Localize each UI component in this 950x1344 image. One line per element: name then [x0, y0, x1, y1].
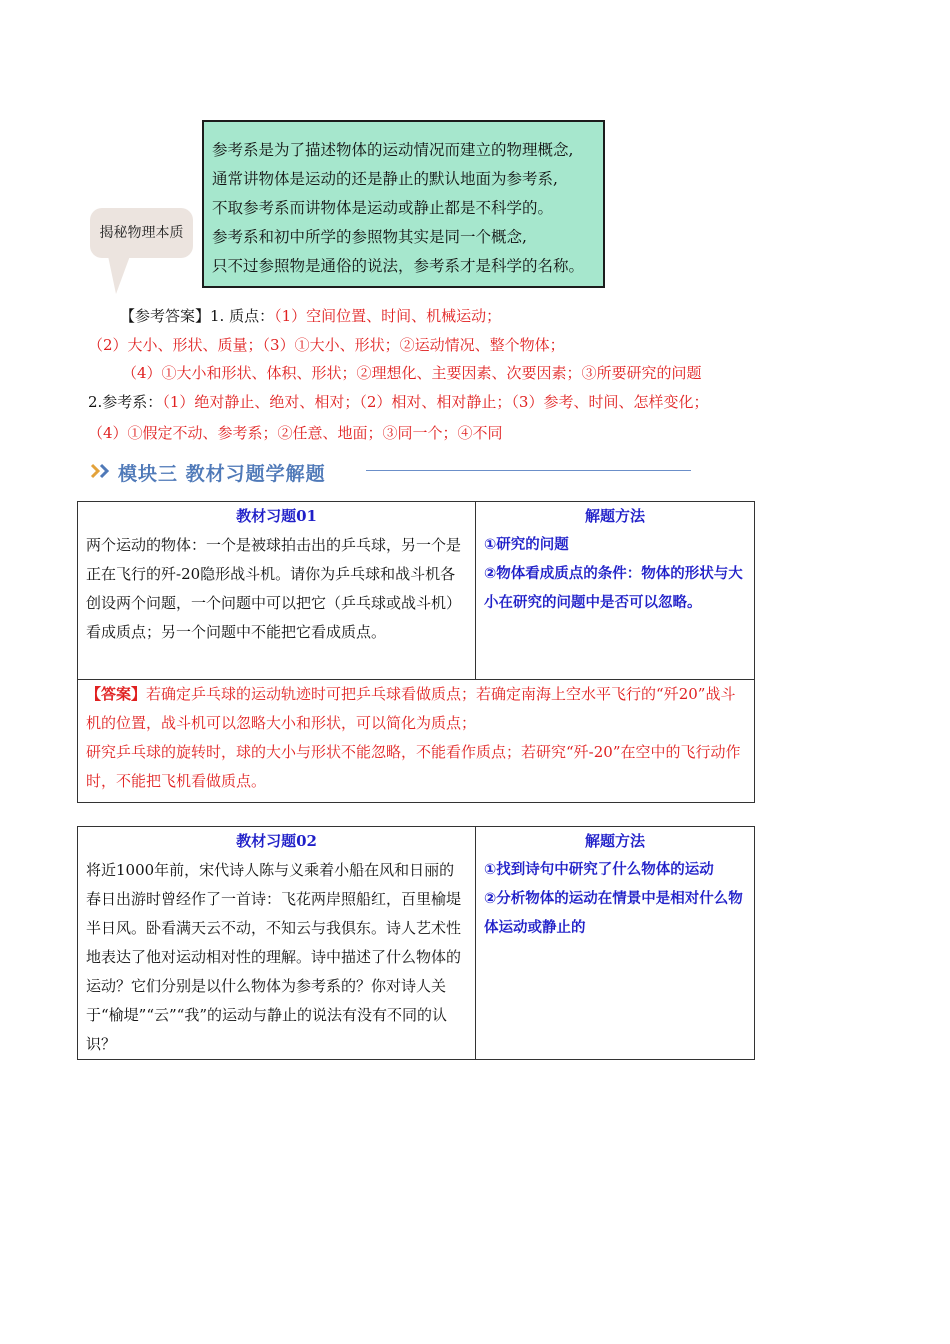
note-line: 只不过参照物是通俗的说法，参考系才是科学的名称。	[212, 257, 585, 275]
exercise-02-method-title: 解题方法	[584, 832, 645, 850]
exercise-01-question-cell	[78, 502, 476, 680]
answer-line-5: （4）①假定不动、参考系；②任意、地面；③同一个；④不同	[88, 424, 503, 442]
module-divider	[366, 470, 691, 471]
answer-l4-prefix: 2.参考系：	[88, 393, 163, 411]
exercise-01-question: 两个运动的物体：一个是被球拍击出的乒乓球，另一个是正在飞行的歼-20隐形战斗机。请你为乒乓球和战斗机各创设两个问题，一个问题中可以把它（乒乓球或战斗机）看成质点；另一个问题中不能把它看成质点。	[86, 536, 462, 641]
exercise-02-table	[77, 826, 755, 1060]
answer-line-1	[120, 302, 501, 331]
physics-essence-note	[202, 120, 605, 288]
answer-line-3: （4）①大小和形状、体积、形状；②理想化、主要因素、次要因素；③所要研究的问题	[122, 364, 702, 382]
exercise-02-question-cell	[78, 827, 476, 1060]
note-line: 通常讲物体是运动的还是静止的默认地面为参考系,	[212, 170, 558, 188]
exercise-01-method-cell	[476, 502, 755, 680]
note-line: 不取参考系而讲物体是运动或静止都是不科学的。	[212, 199, 554, 217]
note-line: 参考系和初中所学的参照物其实是同一个概念,	[212, 228, 527, 246]
exercise-01-answer-2: 研究乒乓球的旋转时，球的大小与形状不能忽略，不能看作质点；若研究“歼-20”在空中的飞行动作时，不能把飞机看做质点。	[86, 743, 741, 790]
exercise-01-method-1: ①研究的问题	[484, 537, 569, 553]
exercise-01-table	[77, 501, 755, 803]
answer-heading: 【参考答案】	[120, 307, 211, 325]
answer-l1-prefix: 1. 质点：	[210, 307, 275, 325]
exercise-01-title: 教材习题01	[236, 507, 317, 525]
module-title: 模块三 教材习题学解题	[118, 463, 326, 485]
bubble-tail	[108, 256, 130, 294]
exercise-01-answer-cell	[78, 680, 755, 803]
answer-line-4	[88, 388, 708, 417]
double-chevron-icon	[90, 462, 112, 480]
callout-label: 揭秘物理本质	[90, 208, 193, 258]
exercise-01-answer-1	[86, 680, 746, 738]
answer-line-2: （2）大小、形状、质量；（3）①大小、形状；②运动情况、整个物体；	[88, 336, 565, 354]
answer-l1-red: （1）空间位置、时间、机械运动；	[274, 307, 502, 325]
exercise-01-method-2: ②物体看成质点的条件：物体的形状与大小在研究的问题中是否可以忽略。	[484, 566, 743, 611]
note-line: 参考系是为了描述物体的运动情况而建立的物理概念,	[212, 141, 574, 159]
exercise-02-title: 教材习题02	[236, 832, 317, 850]
exercise-02-method-cell	[476, 827, 755, 1060]
exercise-01-method-title: 解题方法	[584, 507, 645, 525]
exercise-02-method-2: ②分析物体的运动在情景中是相对什么物体运动或静止的	[484, 891, 743, 936]
exercise-02-question: 将近1000年前，宋代诗人陈与义乘着小船在风和日丽的春日出游时曾经作了一首诗：飞花两岸照船红，百里榆堤半日风。卧看满天云不动，不知云与我俱东。诗人艺术性地表达了他对运动相对性的理解。诗中描述了什么物体的运动？它们分别是以什么物体为参考系的？你对诗人关于“榆堤”“云”“我”的运动与静止的说法有没有不同的认识？	[86, 861, 462, 1053]
answer-label: 【答案】	[86, 685, 147, 703]
answer-text: 若确定乒乓球的运动轨迹时可把乒乓球看做质点；若确定南海上空水平飞行的“歼20”战斗机的位置，战斗机可以忽略大小和形状，可以简化为质点；	[86, 685, 736, 732]
answer-l4-red: （1）绝对静止、绝对、相对；（2）相对、相对静止；（3）参考、时间、怎样变化；	[162, 393, 709, 411]
exercise-02-method-1: ①找到诗句中研究了什么物体的运动	[484, 862, 714, 878]
